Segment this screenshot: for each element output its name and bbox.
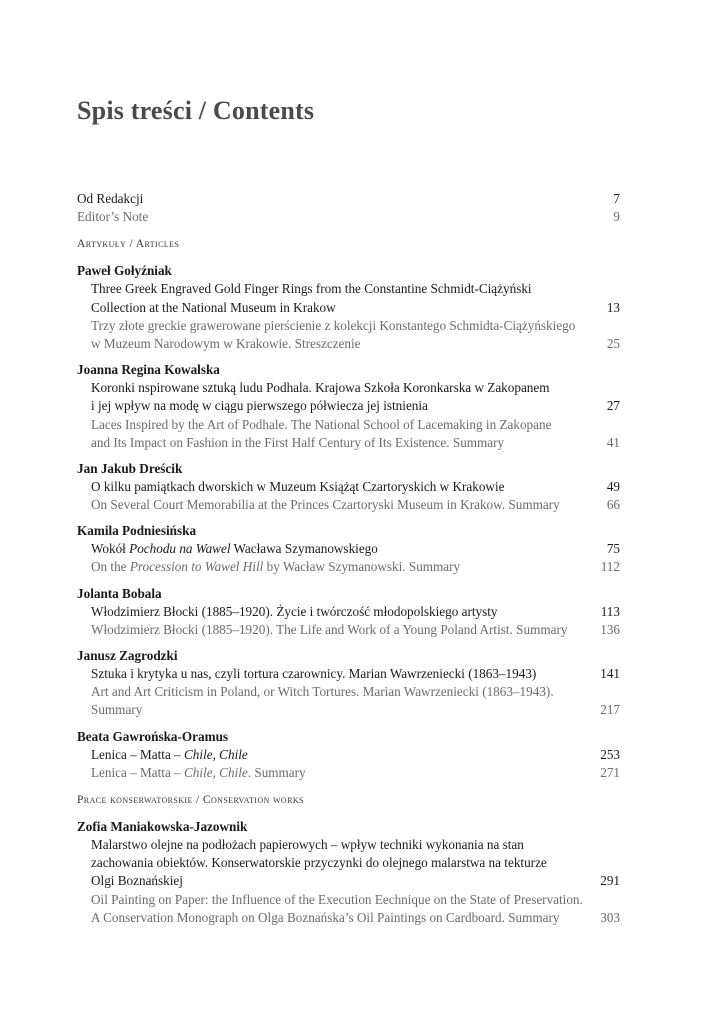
toc-line[interactable] — [77, 603, 620, 621]
toc-line-title: Koronki nspirowane sztuką ludu Podhala. Krajowa Szkoła Koronkarska w Zakopanem — [91, 380, 550, 396]
toc-line[interactable] — [77, 891, 620, 909]
toc-line-title: Sztuka i krytyka u nas, czyli tortura czarownicy. Marian Wawrzeniecki (1863–1943) — [91, 666, 537, 681]
toc-line-title: Laces Inspired by the Art of Podhale. The National School of Lacemaking in Zakopane — [91, 416, 552, 432]
toc-line-title: Editor’s Note — [77, 209, 149, 225]
toc-line[interactable] — [77, 379, 620, 397]
toc-line-title: Włodzimierz Błocki (1885–1920). Życie i twórczość młodopolskiego artysty — [91, 603, 498, 619]
toc-line[interactable] — [77, 190, 620, 208]
toc-line-title: zachowania obiektów. Konserwatorskie przyczynki do olejnego malarstwa na tekturze — [91, 855, 547, 871]
toc-line[interactable] — [77, 299, 620, 317]
toc-line-title: Trzy złote greckie grawerowane pierścienie z kolekcji Konstantego Schmidta-Ciążyńskiego — [91, 317, 576, 333]
entry-author: Jan Jakub Dreścik — [77, 460, 183, 476]
entry-author: Janusz Zagrodzki — [77, 648, 178, 663]
toc-line-title: w Muzeum Narodowym w Krakowie. Streszczenie — [91, 335, 361, 351]
entry-author: Beata Gawrońska-Oramus — [77, 728, 229, 744]
toc-line-title: Collection at the National Museum in Krakow — [91, 299, 336, 315]
toc-line-page: 41 — [606, 434, 620, 450]
toc-line-title: Olgi Boznańskiej — [91, 873, 183, 889]
toc-line-page: 271 — [600, 764, 620, 780]
toc-line[interactable] — [77, 665, 620, 683]
toc-line-page: 7 — [613, 191, 620, 206]
toc-line-title: O kilku pamiątkach dworskich w Muzeum Książąt Czartoryskich w Krakowie — [91, 478, 505, 494]
toc-line-page: 13 — [606, 299, 620, 315]
toc-line[interactable] — [77, 701, 620, 719]
toc-line-title: A Conservation Monograph on Olga Boznańska’s Oil Paintings on Cardboard. Summary — [91, 909, 560, 925]
toc-line-page: 217 — [600, 702, 620, 718]
toc-line-page: 25 — [606, 335, 620, 351]
toc-line-title: Art and Art Criticism in Poland, or Witch Tortures. Marian Wawrzeniecki (1863–1943). — [91, 684, 554, 700]
toc-line[interactable] — [77, 280, 620, 298]
toc-line-title: Oil Painting on Paper: the Influence of the Execution Eechnique on the State of Preservation. — [91, 891, 583, 907]
toc-line-page: 136 — [600, 621, 620, 637]
entry-author: Paweł Gołyźniak — [77, 263, 172, 279]
toc-line-page: 66 — [606, 497, 620, 513]
entry-author: Jolanta Bobala — [77, 585, 162, 601]
section-heading: Artykuły / Articles — [77, 238, 180, 251]
toc-line-page: 141 — [600, 666, 620, 681]
table-of-contents — [77, 190, 620, 927]
toc-line[interactable] — [77, 558, 620, 576]
entry-author: Zofia Maniakowska-Jazownik — [77, 818, 248, 834]
toc-line-title: Malarstwo olejne na podłożach papierowych – wpływ techniki wykonania na stan — [91, 836, 524, 852]
toc-line-page: 112 — [600, 559, 620, 575]
toc-line[interactable] — [77, 746, 620, 764]
page-title: Spis treści / Contents — [77, 96, 315, 125]
toc-line-title: On Several Court Memorabilia at the Princes Czartoryski Museum in Krakow. Summary — [91, 497, 560, 513]
toc-line-title: i jej wpływ na modę w ciągu pierwszego półwiecza jej istnienia — [91, 398, 428, 414]
toc-line-page: 27 — [606, 398, 620, 414]
toc-line[interactable] — [77, 335, 620, 353]
toc-line[interactable] — [77, 416, 620, 434]
toc-line[interactable] — [77, 909, 620, 927]
toc-line[interactable] — [77, 540, 620, 558]
toc-line-title: Od Redakcji — [77, 191, 144, 206]
toc-line[interactable] — [77, 683, 620, 701]
toc-line[interactable] — [77, 478, 620, 496]
toc-line[interactable] — [77, 872, 620, 890]
toc-line-title: Wokół Pochodu na Wawel Wacława Szymanowskiego — [91, 541, 378, 557]
toc-line[interactable] — [77, 317, 620, 335]
toc-line[interactable] — [77, 836, 620, 854]
toc-line-page: 113 — [600, 603, 620, 619]
toc-line-page: 303 — [600, 909, 620, 925]
entry-author: Kamila Podniesińska — [77, 523, 197, 539]
toc-sections — [77, 234, 620, 927]
toc-line[interactable] — [77, 764, 620, 782]
toc-line[interactable] — [77, 397, 620, 415]
entry-author: Joanna Regina Kowalska — [77, 362, 220, 378]
toc-line-page: 49 — [606, 478, 620, 494]
toc-line-title: Lenica – Matta – Chile, Chile — [91, 746, 248, 762]
toc-line[interactable] — [77, 496, 620, 514]
toc-line[interactable] — [77, 434, 620, 452]
toc-line-title: Włodzimierz Błocki (1885–1920). The Life and Work of a Young Poland Artist. Summary — [91, 621, 568, 637]
section-heading: Prace konserwatorskie / Conservation works — [77, 793, 304, 806]
toc-line-title: Lenica – Matta – Chile, Chile. Summary — [91, 764, 306, 780]
toc-line[interactable] — [77, 208, 620, 226]
front-matter — [77, 190, 620, 226]
toc-line-title: Three Greek Engraved Gold Finger Rings from the Constantine Schmidt-Ciążyński — [91, 281, 532, 297]
toc-line[interactable] — [77, 854, 620, 872]
toc-line-title: On the Procession to Wawel Hill by Wacław Szymanowski. Summary — [91, 559, 461, 575]
toc-line-page: 253 — [600, 746, 620, 762]
toc-line-title: and Its Impact on Fashion in the First Half Century of Its Existence. Summary — [91, 434, 505, 450]
toc-line-page: 291 — [600, 873, 620, 889]
toc-line-page: 75 — [606, 541, 620, 557]
toc-line[interactable] — [77, 621, 620, 639]
toc-line-title: Summary — [91, 702, 143, 718]
toc-line-page: 9 — [613, 209, 620, 225]
